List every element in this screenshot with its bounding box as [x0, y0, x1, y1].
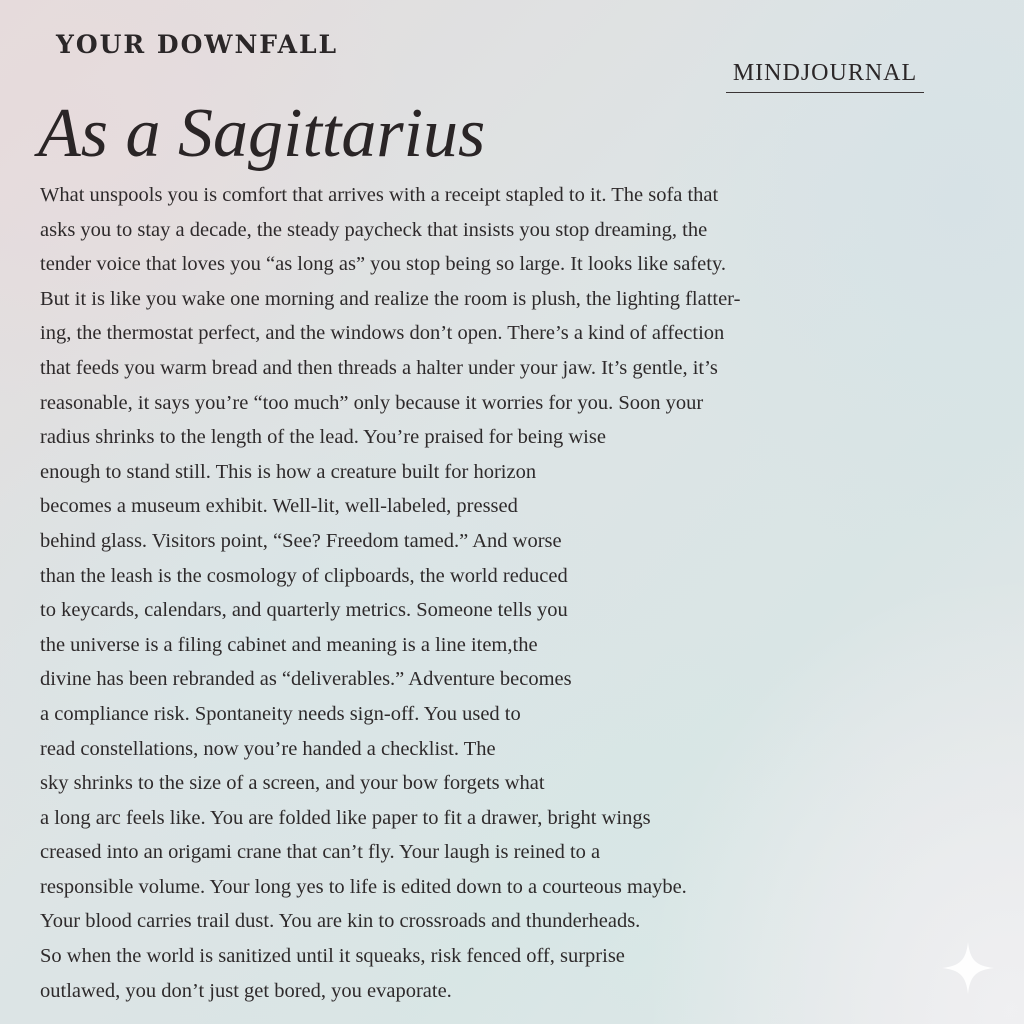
page-title: As a Sagittarius [38, 95, 486, 172]
body-line: ing, the thermostat perfect, and the windows don’t open. There’s a kind of affection [40, 322, 725, 345]
body-line: asks you to stay a decade, the steady paycheck that insists you stop dreaming, the [40, 218, 708, 241]
body-line: radius shrinks to the length of the lead. You’re praised for being wise [40, 426, 606, 449]
body-line: a long arc feels like. You are folded like paper to fit a drawer, bright wings [40, 806, 651, 829]
eyebrow-heading: YOUR DOWNFALL [56, 30, 339, 59]
sparkle-icon [940, 940, 996, 996]
body-line: the universe is a filing cabinet and meaning is a line item,the [40, 633, 538, 656]
body-line: responsible volume. Your long yes to life is edited down to a courteous maybe. [40, 875, 687, 898]
body-line: enough to stand still. This is how a creature built for horizon [40, 460, 537, 483]
body-line: becomes a museum exhibit. Well-lit, well-labeled, pressed [40, 495, 518, 518]
brand-underline [726, 92, 924, 93]
body-line: read constellations, now you’re handed a checklist. The [40, 737, 496, 760]
body-line: So when the world is sanitized until it squeaks, risk fenced off, surprise [40, 945, 625, 968]
body-line: creased into an origami crane that can’t fly. Your laugh is reined to a [40, 841, 601, 864]
body-line: a compliance risk. Spontaneity needs sign-off. You used to [40, 702, 521, 725]
body-line: than the leash is the cosmology of clipboards, the world reduced [40, 564, 568, 587]
body-line: behind glass. Visitors point, “See? Freedom tamed.” And worse [40, 529, 562, 552]
body-paragraph [40, 178, 920, 1008]
body-line: to keycards, calendars, and quarterly metrics. Someone tells you [40, 599, 568, 622]
body-line: But it is like you wake one morning and realize the room is plush, the lighting flatter- [40, 287, 741, 310]
body-line: sky shrinks to the size of a screen, and your bow forgets what [40, 772, 545, 795]
body-line: reasonable, it says you’re “too much” only because it worries for you. Soon your [40, 391, 704, 414]
body-line: What unspools you is comfort that arrives with a receipt stapled to it. The sofa that [40, 184, 719, 206]
body-line: tender voice that loves you “as long as” you stop being so large. It looks like safety. [40, 253, 727, 276]
brand-logo: MINDJOURNAL [732, 60, 918, 86]
body-line: that feeds you warm bread and then threads a halter under your jaw. It’s gentle, it’s [40, 356, 718, 379]
body-line: Your blood carries trail dust. You are kin to crossroads and thunderheads. [40, 910, 641, 933]
body-line: divine has been rebranded as “deliverables.” Adventure becomes [40, 668, 572, 691]
body-line: outlawed, you don’t just get bored, you evaporate. [40, 979, 452, 1002]
